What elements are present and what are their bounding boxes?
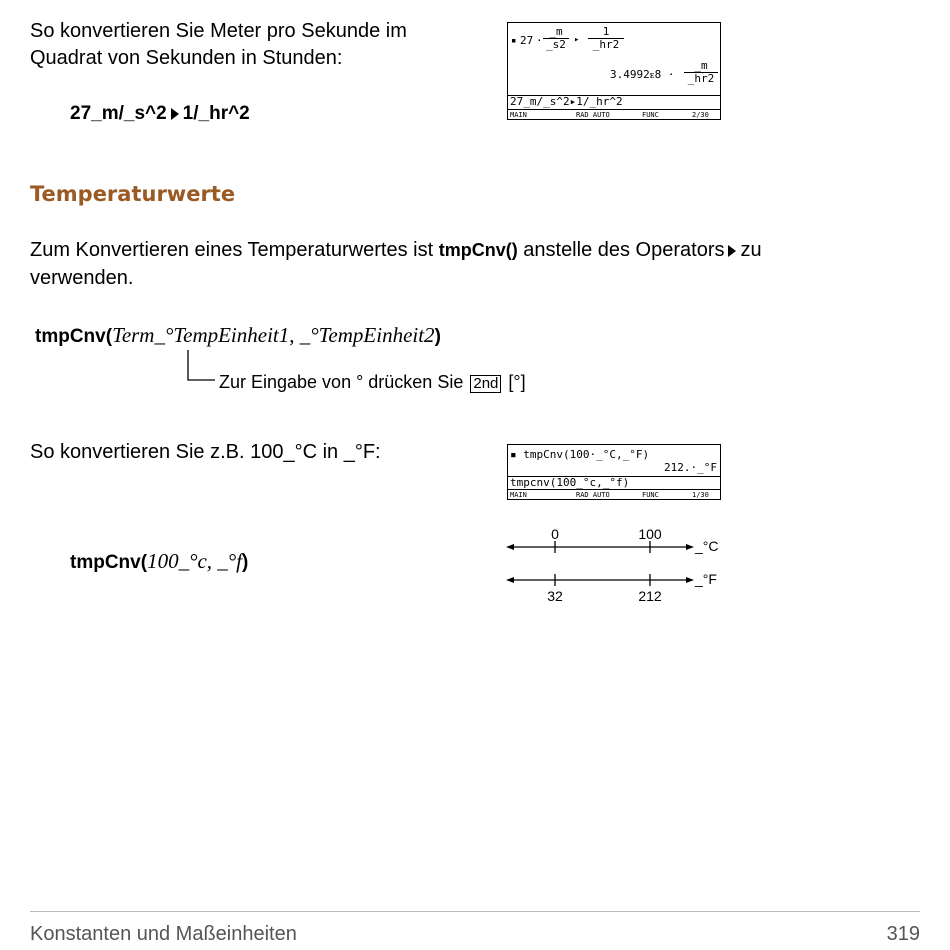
entry-line [508,95,720,110]
para-text-a: Zum Konvertieren eines Temperaturwertes ist [30,239,439,261]
fahrenheit-axis [506,571,717,604]
result-unit-fraction [684,60,718,85]
para-bold: tmpCnv() [438,240,518,260]
intro-line-1: So konvertieren Sie Meter pro Sekunde im [30,20,407,42]
c-label-0: 0 [551,526,559,542]
example-left: 27_m/_s^2 [70,103,167,124]
example2-func: tmpCnv( [70,552,148,573]
c-unit: _°C [695,538,719,554]
example2-close: ) [242,552,249,573]
intro-line-2: Quadrat von Sekunden in Stunden: [30,47,343,69]
history-bullet: ▪ [511,36,517,46]
status-angle: RAD AUTO [576,111,610,119]
footer-rule [30,911,920,912]
calculator-screen-2 [507,444,721,500]
status-history: 1/30 [692,491,709,499]
history-result: 212.·_°F [664,461,717,474]
section-paragraph-line-2: verwenden. [30,267,134,289]
status-mode: MAIN [510,491,527,499]
convert-arrow-icon [171,108,179,120]
callout-bracket [185,350,217,386]
syntax-func: tmpCnv( [35,326,113,347]
result-unit-numerator: _m [684,60,718,73]
para-text-c: zu [740,239,762,261]
f-unit: _°F [695,571,717,587]
convert-arrow-icon: ▸ [574,35,580,45]
status-bar [508,111,720,119]
syntax-sep: , [289,323,300,347]
convert-arrow-icon [728,245,736,257]
page-number: 319 [886,923,920,945]
unit-fraction [543,26,569,51]
section-heading: Temperaturwerte [30,182,236,206]
unit-numerator: _m [543,26,569,39]
example-right: 1/_hr^2 [182,103,250,124]
status-history: 2/30 [692,111,709,119]
example2-text: So konvertieren Sie z.B. 100_°C in _°F: [30,441,381,463]
example2-args: 100_°c, _°f [147,549,243,573]
status-bar [508,491,720,499]
f-label-212: 212 [638,588,662,604]
entry-line [508,476,720,490]
syntax-note [219,372,526,393]
celsius-axis [506,526,719,554]
note-text: Zur Eingabe von ° drücken Sie [219,372,464,392]
entry-text: 27_m/_s^2▸1/_hr^2 [510,95,623,108]
unit-denominator: _s2 [546,38,566,51]
target-denominator: _hr2 [592,38,620,51]
footer-title: Konstanten und Maßeinheiten [30,923,297,945]
example-conversion [70,103,250,125]
calculator-screen-1 [507,22,721,120]
target-fraction [588,26,624,51]
target-numerator: 1 [588,26,624,39]
status-mode: MAIN [510,111,527,119]
result-value: 3.4992ᴇ8 · [610,68,675,81]
syntax-arg1: Term_°TempEinheit1 [112,323,290,347]
temperature-scale-diagram [500,520,740,610]
multiply-dot: · [536,34,543,47]
entry-text: tmpcnv(100_°c,_°f) [510,476,630,489]
example2-code [70,549,248,574]
section-paragraph-line-1 [30,237,762,264]
syntax-close: ) [434,326,441,347]
status-graph: FUNC [642,111,659,119]
result-unit-denominator: _hr2 [687,72,715,85]
c-label-100: 100 [638,526,662,542]
key-2nd: 2nd [470,375,501,393]
para-text-b: anstelle des Operators [517,239,725,261]
syntax-arg2: _°TempEinheit2 [299,323,435,347]
key-degree: [°] [508,372,526,392]
syntax-line [35,323,441,348]
history-line: ▪ tmpCnv(100·_°C,_°F) [510,448,650,461]
coefficient: 27 [520,34,534,47]
f-label-32: 32 [547,588,563,604]
status-angle: RAD AUTO [576,491,610,499]
status-graph: FUNC [642,491,659,499]
